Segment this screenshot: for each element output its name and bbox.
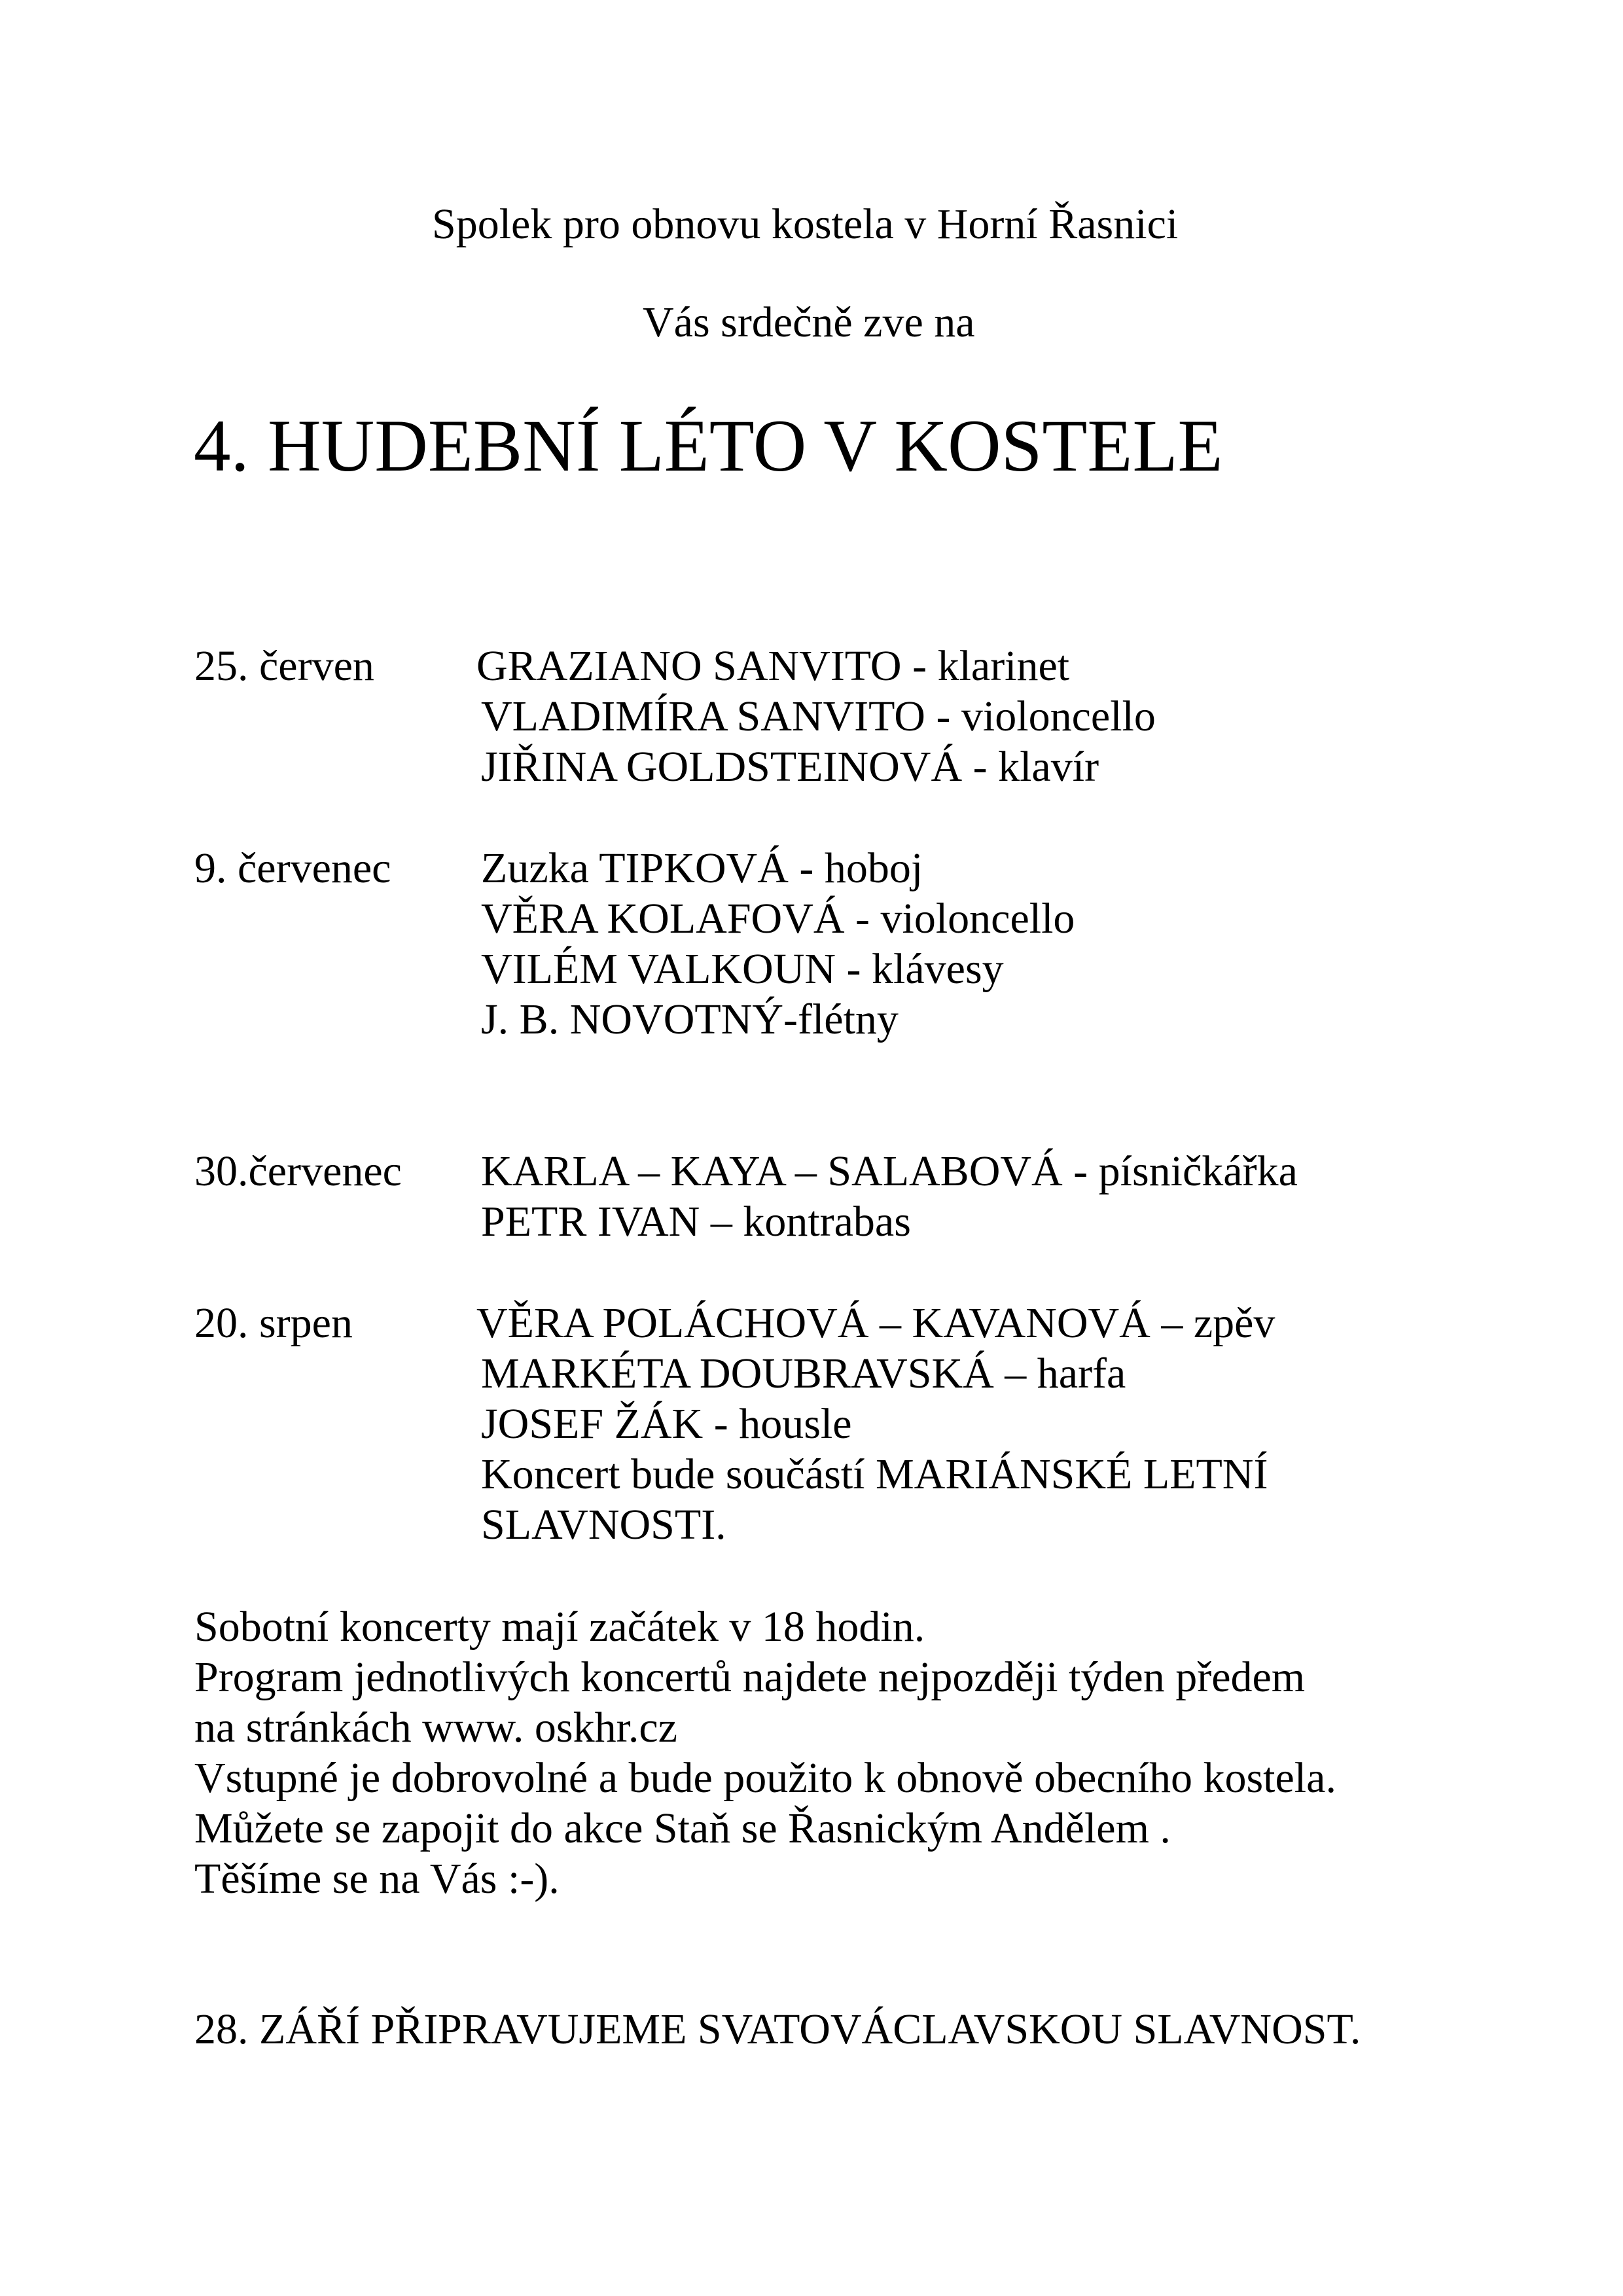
organizer-line: Spolek pro obnovu kostela v Horní Řasnici (432, 200, 1179, 248)
performer-line: MARKÉTA DOUBRAVSKÁ – harfa (481, 1350, 1126, 1397)
info-line: Můžete se zapojit do akce Staň se Řasnickým Andělem . (194, 1804, 1171, 1852)
info-line: Vstupné je dobrovolné a bude použito k obnově obecního kostela. (194, 1754, 1336, 1802)
performer-line: JIŘINA GOLDSTEINOVÁ - klavír (481, 743, 1099, 791)
performer-line: J. B. NOVOTNÝ-flétny (481, 996, 899, 1043)
performer-line: VLADIMÍRA SANVITO - violoncello (481, 692, 1156, 740)
info-line: na stránkách www. oskhr.cz (194, 1704, 677, 1751)
concert-date: 25. červen (194, 642, 374, 690)
performer-line: KARLA – KAYA – SALABOVÁ - písničkářka (481, 1147, 1298, 1195)
invitation-line: Vás srdečně zve na (643, 298, 975, 346)
info-line: Program jednotlivých koncertů najdete nejpozději týden předem (194, 1653, 1306, 1701)
concert-date: 9. červenec (194, 844, 391, 892)
performer-line: GRAZIANO SANVITO - klarinet (476, 642, 1070, 690)
footer-announcement: 28. ZÁŘÍ PŘIPRAVUJEME SVATOVÁCLAVSKOU SLAVNOST. (194, 2005, 1361, 2053)
performer-line: PETR IVAN – kontrabas (481, 1198, 911, 1246)
info-line: Sobotní koncerty mají začátek v 18 hodin. (194, 1603, 925, 1651)
page-title: 4. HUDEBNÍ LÉTO V KOSTELE (194, 405, 1223, 487)
performer-line: VĚRA KOLAFOVÁ - violoncello (481, 895, 1075, 942)
performer-line: SLAVNOSTI. (481, 1501, 726, 1549)
performer-line: JOSEF ŽÁK - housle (481, 1400, 852, 1448)
performer-line: VILÉM VALKOUN - klávesy (481, 945, 1004, 993)
concert-date: 20. srpen (194, 1299, 353, 1347)
info-line: Těšíme se na Vás :-). (194, 1855, 560, 1903)
performer-line: VĚRA POLÁCHOVÁ – KAVANOVÁ – zpěv (476, 1299, 1275, 1347)
performer-line: Zuzka TIPKOVÁ - hoboj (481, 844, 923, 892)
performer-line: Koncert bude součástí MARIÁNSKÉ LETNÍ (481, 1450, 1268, 1498)
concert-date: 30.červenec (194, 1147, 402, 1195)
